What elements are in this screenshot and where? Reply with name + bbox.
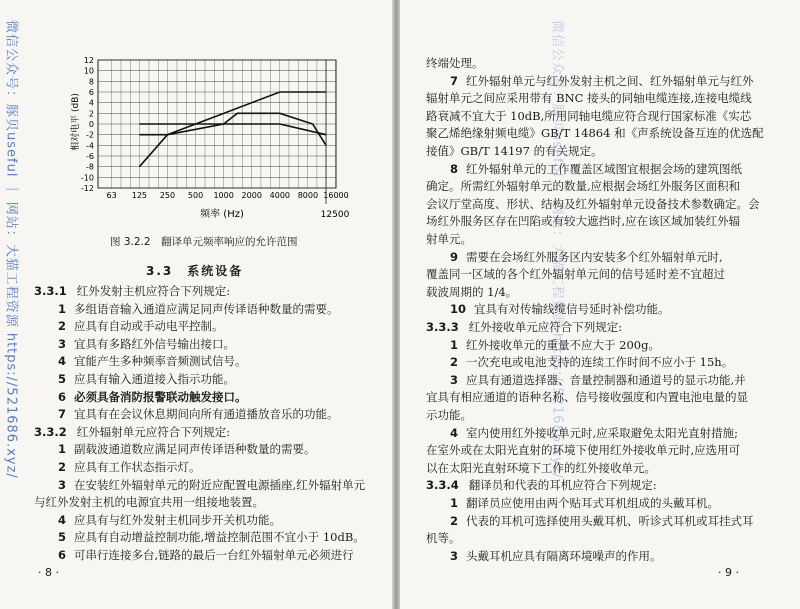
line-text: 宜能产生多种频率音频测试信号。 xyxy=(74,354,247,369)
line-text: 在室外或在太阳光直射的环境下使用红外接收单元时,应选用可 xyxy=(426,443,741,458)
text-line xyxy=(58,336,236,351)
line-text: 红外辐射单元的工作覆盖区域图宜根据会场的建筑图纸 xyxy=(466,161,743,176)
text-line xyxy=(58,389,247,404)
series-line xyxy=(139,113,326,145)
line-text: 红外发射主机应符合下列规定: xyxy=(76,284,231,298)
clause-number: 8 xyxy=(450,161,459,176)
line-text: 辐射单元之间应采用带有 BNC 接头的同轴电缆连接,连接电缆线 xyxy=(426,91,752,106)
line-text: 红外接收单元应符合下列规定: xyxy=(468,320,623,334)
text-line xyxy=(450,357,733,369)
clause-number: 5 xyxy=(58,530,67,545)
line-text: 翻译员和代表的耳机应符合下列规定: xyxy=(468,478,657,493)
y-tick-label: 10 xyxy=(83,66,94,76)
clause-number: 4 xyxy=(58,512,67,527)
x-extra-tick-label: 12500 xyxy=(320,210,350,220)
y-tick-label: -8 xyxy=(86,162,94,172)
text-line xyxy=(426,533,461,545)
line-text: 多组语音输入通道应满足同声传译语种数量的需要。 xyxy=(74,301,339,316)
x-tick-label: 16000 xyxy=(323,191,349,200)
chart-grid xyxy=(98,60,336,204)
text-line xyxy=(58,512,282,527)
text-line xyxy=(426,181,740,193)
text-line xyxy=(426,445,740,457)
line-text: 需要在会场红外服务区内安装多个红外辐射单元时, xyxy=(466,249,723,264)
line-text: 会议厅堂高度、形状、结构及红外辐射单元设备技术参数确定。会 xyxy=(426,196,760,211)
line-text: 应具有工作状态指示灯。 xyxy=(74,460,201,474)
page-number-right: · 9 · xyxy=(718,566,739,579)
line-text: 在安装红外辐射单元的附近应配置电源插座,红外辐射单元 xyxy=(74,477,366,492)
line-text: 必须具备消防报警联动触发接口。 xyxy=(74,389,247,404)
clause-number: 3 xyxy=(450,372,459,387)
clause-number: 3.3.1 xyxy=(34,284,67,298)
y-tick-label: 4 xyxy=(88,98,94,108)
book-gutter xyxy=(392,0,400,609)
y-axis-label: 相对电平 (dB) xyxy=(71,93,81,151)
line-text: 应具有自动或手动电平控制。 xyxy=(74,319,224,334)
line-text: 代表的耳机可选择使用头戴耳机、听诊式耳机或耳挂式耳 xyxy=(466,513,754,528)
line-text: 可串行连接多台,链路的最后一台红外辐射单元必须进行 xyxy=(74,548,354,562)
y-tick-label: -12 xyxy=(80,184,94,193)
text-line xyxy=(58,356,247,368)
x-tick-label: 125 xyxy=(131,191,148,200)
text-line xyxy=(58,444,316,456)
text-line xyxy=(426,108,752,123)
text-line xyxy=(58,477,366,492)
clause-number: 7 xyxy=(58,407,67,422)
text-line xyxy=(450,372,746,387)
line-text: 机等。 xyxy=(426,531,461,546)
line-text: 应具有通道选择器、音量控制器和通道号的显示功能,并 xyxy=(466,372,746,387)
text-line xyxy=(426,410,472,422)
text-line xyxy=(426,216,740,228)
line-text: 红外接收单元的重量不应大于 200g。 xyxy=(466,337,660,352)
x-tick-label: 1000 xyxy=(213,191,234,200)
text-line xyxy=(58,301,339,316)
y-tick-label: 2 xyxy=(88,109,94,119)
text-line xyxy=(34,497,264,509)
text-line xyxy=(426,196,760,211)
page-number-left: · 8 · xyxy=(38,566,59,579)
text-line xyxy=(34,286,230,298)
text-line xyxy=(450,304,670,316)
x-tick-label: 63 xyxy=(106,191,117,200)
clause-number: 6 xyxy=(58,548,67,562)
x-axis-label: 频率 (Hz) xyxy=(200,209,244,220)
section-title: 3.3 系统设备 xyxy=(146,264,244,278)
text-line xyxy=(58,462,201,474)
text-line xyxy=(426,460,656,475)
clause-number: 3.3.4 xyxy=(426,478,459,493)
line-text: 接值》GB/T 14197 的有关规定。 xyxy=(426,144,603,158)
figure-caption: 图 3.2.2 翻译单元频率响应的允许范围 xyxy=(110,236,298,248)
line-text: 一次充电或电池支持的连续工作时间不应小于 15h。 xyxy=(466,355,734,370)
y-tick-label: 8 xyxy=(88,77,94,87)
clause-number: 10 xyxy=(450,302,467,317)
clause-number: 4 xyxy=(58,354,67,369)
frequency-response-chart xyxy=(0,0,392,230)
line-text: 宜具有在会议休息期间向所有通道播放音乐的功能。 xyxy=(74,407,339,422)
line-text: 终端处理。 xyxy=(426,56,484,70)
line-text: 宜具有相应通道的语种名称、信号接收强度和内置电池电量的显 xyxy=(426,390,748,405)
clause-number: 3.3.2 xyxy=(34,424,67,439)
text-line xyxy=(426,58,484,70)
y-tick-label: -10 xyxy=(80,173,94,183)
line-text: 头戴耳机应具有隔离环境噪声的作用。 xyxy=(466,548,662,563)
y-tick-label: -6 xyxy=(86,152,94,161)
clause-number: 1 xyxy=(58,301,67,316)
text-line xyxy=(450,249,723,264)
text-line xyxy=(450,513,754,528)
text-line xyxy=(34,424,231,439)
line-text: 聚乙烯绝缘射频电缆》GB/T 14864 和《声系统设备互连的优选配 xyxy=(426,126,764,141)
right-page xyxy=(400,0,800,609)
y-tick-label: -2 xyxy=(86,130,94,140)
watermark-text: 微信公众号：豚贝useful ｜ 网站：大猫工程资源 https://521686.xyz/ xyxy=(3,20,19,479)
text-line xyxy=(426,93,752,105)
watermark-text-faint: 微信公众号：豚贝useful ｜ 网站：大猫工程资源 https://521686.xyz/ xyxy=(549,20,565,479)
clause-number: 2 xyxy=(450,355,459,370)
line-text: 宜具有多路红外信号输出接口。 xyxy=(74,336,236,351)
line-text: 与红外发射主机的电源宜共用一组接地装置。 xyxy=(34,495,264,510)
line-text: 副载波通道数应满足同声传译语种数量的需要。 xyxy=(74,442,316,457)
line-text: 路衰减不宜大于 10dB,所用同轴电缆应符合现行国家标准《实芯 xyxy=(426,108,752,123)
left-page xyxy=(0,0,392,609)
y-tick-labels xyxy=(81,56,94,193)
clause-number: 3 xyxy=(450,548,459,563)
line-text: 翻译员应使用由两个贴耳式耳机组成的头戴耳机。 xyxy=(466,496,720,510)
clause-number: 9 xyxy=(450,249,459,264)
line-text: 覆盖同一区域的各个红外辐射单元间的信号延时差不宜超过 xyxy=(426,267,725,282)
line-text: 宜具有对传输线缆信号延时补偿功能。 xyxy=(474,302,670,317)
text-line xyxy=(450,337,660,352)
clause-number: 4 xyxy=(450,425,459,440)
line-text: 应具有输入通道接入指示功能。 xyxy=(74,372,236,386)
y-tick-label: 0 xyxy=(88,120,94,129)
text-line xyxy=(450,548,662,563)
clause-number: 3 xyxy=(58,477,67,492)
line-text: 以在太阳光直射环境下工作的红外接收单元。 xyxy=(426,460,656,475)
x-tick-label: 4000 xyxy=(269,191,291,200)
series-line xyxy=(139,124,326,135)
clause-number: 2 xyxy=(58,460,67,474)
line-text: 射单元。 xyxy=(426,232,472,246)
chart-series xyxy=(139,92,326,167)
y-tick-label: -4 xyxy=(86,141,94,151)
text-line xyxy=(426,322,622,334)
text-line xyxy=(58,374,235,386)
clause-number: 1 xyxy=(450,496,459,510)
line-text: 应具有自动增益控制功能,增益控制范围不宜小于 10dB。 xyxy=(74,530,365,545)
line-text: 应具有与红外发射主机同步开关机功能。 xyxy=(74,512,282,527)
line-text: 场红外服务区存在凹陷或有较大遮挡时,应在该区域加装红外辐 xyxy=(426,214,741,229)
clause-number: 5 xyxy=(58,372,67,386)
text-line xyxy=(58,532,365,544)
line-text: 室内使用红外接收单元时,应采取避免太阳光直射措施; xyxy=(466,425,739,440)
text-line xyxy=(450,425,739,440)
x-tick-label: 8000 xyxy=(297,191,319,200)
clause-number: 3 xyxy=(58,336,67,351)
x-tick-labels xyxy=(107,191,349,200)
clause-number: 6 xyxy=(58,389,67,404)
text-line xyxy=(450,161,743,176)
y-tick-label: 6 xyxy=(88,88,94,97)
text-line xyxy=(450,73,754,88)
clause-number: 7 xyxy=(450,73,459,88)
text-line xyxy=(426,128,764,140)
line-text: 确定。所需红外辐射单元的数量,应根据会场红外服务区面积和 xyxy=(426,179,741,194)
text-line xyxy=(58,550,354,562)
line-text: 载波周期的 1/4。 xyxy=(426,284,518,299)
clause-number: 3.3.3 xyxy=(426,320,459,334)
text-line xyxy=(426,284,518,299)
text-line xyxy=(450,498,719,510)
clause-number: 1 xyxy=(450,337,459,352)
line-text: 红外辐射单元应符合下列规定: xyxy=(76,424,231,439)
text-line xyxy=(58,321,224,333)
x-tick-label: 500 xyxy=(187,191,204,200)
y-tick-label: 12 xyxy=(83,56,94,65)
text-line xyxy=(58,409,339,421)
line-text: 红外辐射单元与红外发射主机之间、红外辐射单元与红外 xyxy=(466,73,754,88)
text-line xyxy=(426,269,725,281)
text-line xyxy=(426,146,603,158)
clause-number: 2 xyxy=(450,513,459,528)
text-line xyxy=(426,480,657,492)
clause-number: 1 xyxy=(58,442,67,457)
x-tick-label: 2000 xyxy=(241,191,262,200)
text-line xyxy=(426,392,748,404)
text-line xyxy=(426,234,472,246)
x-tick-label: 250 xyxy=(159,191,176,200)
series-line xyxy=(139,92,326,167)
clause-number: 2 xyxy=(58,319,67,334)
line-text: 示功能。 xyxy=(426,408,472,422)
